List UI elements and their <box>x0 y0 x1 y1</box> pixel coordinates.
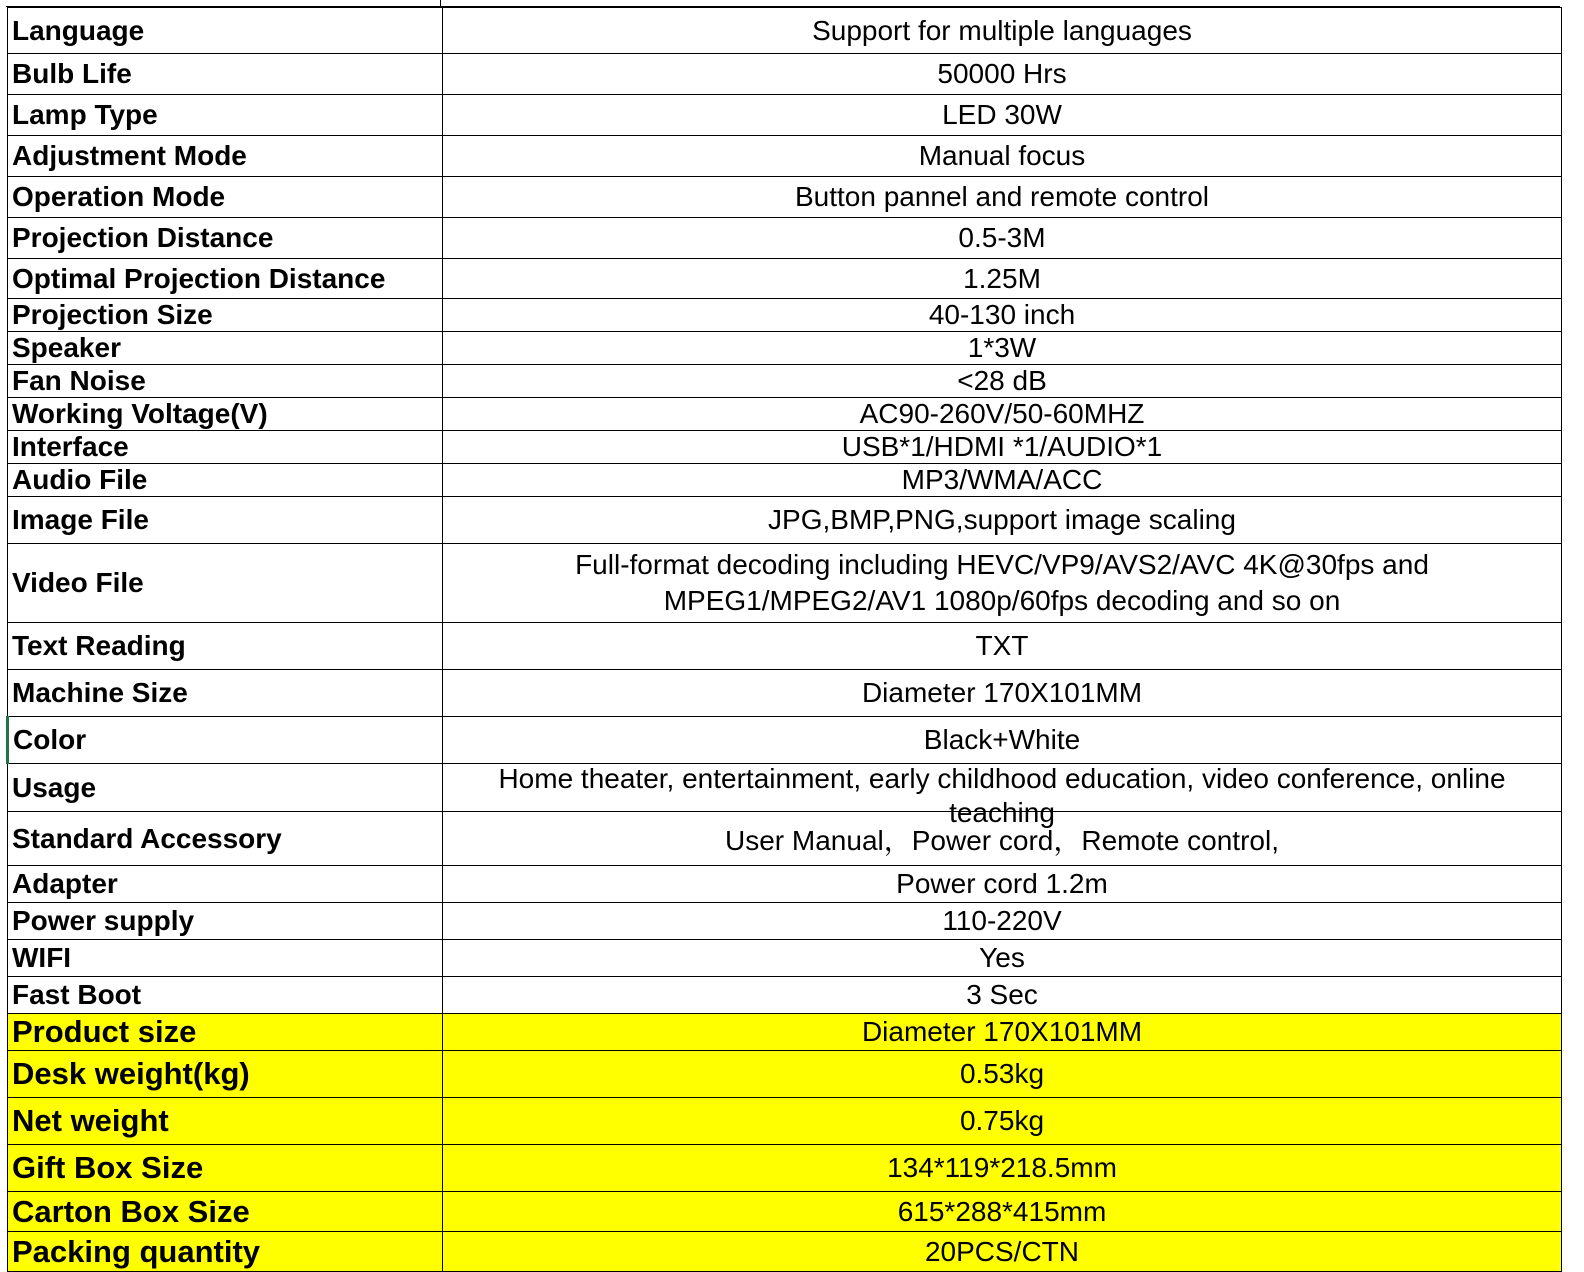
spec-value[interactable]: 110-220V <box>443 903 1562 940</box>
spec-value[interactable]: 0.75kg <box>443 1098 1562 1145</box>
table-row <box>8 623 1562 670</box>
spec-label[interactable]: Packing quantity <box>8 1232 443 1272</box>
spec-value[interactable]: AC90-260V/50-60MHZ <box>443 398 1562 431</box>
spec-label[interactable]: Operation Mode <box>8 177 443 218</box>
table-row <box>8 903 1562 940</box>
spec-value[interactable] <box>443 762 1562 828</box>
spec-label[interactable]: Audio File <box>8 464 443 497</box>
spec-value[interactable] <box>443 544 1562 623</box>
table-row <box>8 866 1562 903</box>
table-row-highlighted <box>8 1232 1562 1272</box>
table-row-highlighted <box>8 1192 1562 1232</box>
spec-value[interactable]: Power cord 1.2m <box>443 866 1562 903</box>
table-row-highlighted <box>8 1145 1562 1192</box>
table-row-highlighted <box>8 1098 1562 1145</box>
table-row <box>8 497 1562 544</box>
spec-label[interactable]: Fast Boot <box>8 977 443 1014</box>
table-row <box>8 365 1562 398</box>
spec-value[interactable]: Yes <box>443 940 1562 977</box>
spec-value[interactable]: JPG,BMP,PNG,support image scaling <box>443 497 1562 544</box>
spec-label[interactable]: Net weight <box>8 1098 443 1145</box>
spec-label[interactable]: Carton Box Size <box>8 1192 443 1232</box>
table-row <box>8 398 1562 431</box>
spec-label[interactable]: Fan Noise <box>8 365 443 398</box>
table-row <box>8 464 1562 497</box>
spec-label[interactable]: Speaker <box>8 332 443 365</box>
table-row <box>8 670 1562 717</box>
spec-value[interactable]: TXT <box>443 623 1562 670</box>
spec-label[interactable]: Interface <box>8 431 443 464</box>
spec-label[interactable]: Text Reading <box>8 623 443 670</box>
spec-value[interactable]: 0.53kg <box>443 1051 1562 1098</box>
spec-label[interactable]: Gift Box Size <box>8 1145 443 1192</box>
table-row <box>8 431 1562 464</box>
table-row <box>8 544 1562 623</box>
spec-label[interactable]: Desk weight(kg) <box>8 1051 443 1098</box>
spec-value[interactable]: 134*119*218.5mm <box>443 1145 1562 1192</box>
table-row <box>8 940 1562 977</box>
spec-label[interactable]: Adapter <box>8 866 443 903</box>
spec-value[interactable]: 1.25M <box>443 259 1562 299</box>
spec-label[interactable]: Video File <box>8 544 443 623</box>
spec-label[interactable]: Lamp Type <box>8 95 443 136</box>
spec-value[interactable]: 1*3W <box>443 332 1562 365</box>
table-row <box>8 259 1562 299</box>
spec-value[interactable]: 20PCS/CTN <box>443 1232 1562 1272</box>
table-row <box>8 177 1562 218</box>
spec-label[interactable]: Adjustment Mode <box>8 136 443 177</box>
spec-value[interactable]: 3 Sec <box>443 977 1562 1014</box>
spec-sheet <box>6 0 1560 1272</box>
table-row-highlighted <box>8 1051 1562 1098</box>
spec-label[interactable]: Optimal Projection Distance <box>8 259 443 299</box>
table-row <box>8 54 1562 95</box>
spec-value[interactable]: Diameter 170X101MM <box>443 670 1562 717</box>
spec-label[interactable]: Power supply <box>8 903 443 940</box>
table-row <box>8 136 1562 177</box>
spec-label[interactable]: Working Voltage(V) <box>8 398 443 431</box>
spec-label[interactable]: Bulb Life <box>8 54 443 95</box>
table-row-highlighted <box>8 1014 1562 1051</box>
table-row <box>8 812 1562 866</box>
spec-label[interactable]: Usage <box>8 764 443 812</box>
spec-value[interactable]: USB*1/HDMI *1/AUDIO*1 <box>443 431 1562 464</box>
table-row <box>8 218 1562 259</box>
table-row <box>8 717 1562 764</box>
spec-label[interactable]: Product size <box>8 1014 443 1051</box>
table-row <box>8 977 1562 1014</box>
spec-value[interactable]: Black+White <box>443 717 1562 764</box>
spec-value-text: Full-format decoding including HEVC/VP9/AVS2/AVC 4K@30fps and MPEG1/MPEG2/AV1 1080p/60fps decoding and so on <box>575 549 1429 616</box>
spec-label[interactable]: Projection Size <box>8 299 443 332</box>
spec-value[interactable]: <28 dB <box>443 365 1562 398</box>
spec-label[interactable]: Color <box>8 717 443 764</box>
spec-value[interactable]: Diameter 170X101MM <box>443 1014 1562 1051</box>
spec-value[interactable]: Button pannel and remote control <box>443 177 1562 218</box>
partial-top-row <box>6 0 1560 7</box>
spec-value[interactable]: MP3/WMA/ACC <box>443 464 1562 497</box>
spec-label[interactable]: Standard Accessory <box>8 812 443 866</box>
table-row <box>8 764 1562 812</box>
spec-value[interactable]: Support for multiple languages <box>443 8 1562 54</box>
spec-value-text: Home theater, entertainment, early childhood education, video conference, online teaching <box>498 762 1506 828</box>
spec-value[interactable]: LED 30W <box>443 95 1562 136</box>
table-row <box>8 332 1562 365</box>
table-row <box>8 95 1562 136</box>
table-row <box>8 8 1562 54</box>
table-row <box>8 299 1562 332</box>
spec-label[interactable]: Language <box>8 8 443 54</box>
spec-value[interactable]: User Manual，Power cord，Remote control, <box>443 812 1562 866</box>
spec-value[interactable]: 40-130 inch <box>443 299 1562 332</box>
spec-label[interactable]: WIFI <box>8 940 443 977</box>
spec-value[interactable]: Manual focus <box>443 136 1562 177</box>
spec-value[interactable]: 0.5-3M <box>443 218 1562 259</box>
spec-label[interactable]: Image File <box>8 497 443 544</box>
spec-table <box>6 7 1562 1272</box>
spec-label[interactable]: Machine Size <box>8 670 443 717</box>
spec-value[interactable]: 50000 Hrs <box>443 54 1562 95</box>
spec-value[interactable]: 615*288*415mm <box>443 1192 1562 1232</box>
spec-label[interactable]: Projection Distance <box>8 218 443 259</box>
